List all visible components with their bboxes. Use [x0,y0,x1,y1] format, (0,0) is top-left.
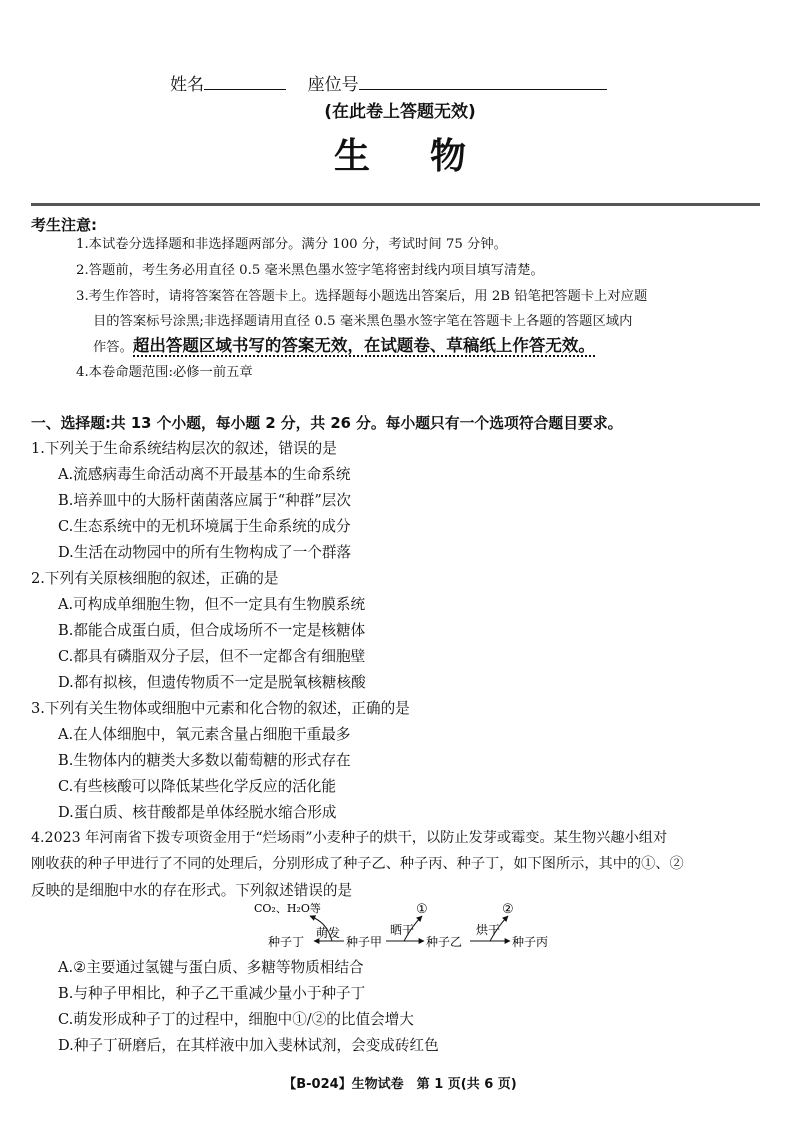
seed-process-diagram [240,900,580,952]
notice-item-3-cont: 目的答案标号涂黑;非选择题请用直径 0.5 毫米黑色墨水签字笔在答题卡上各题的答题区域内 [93,314,633,329]
question-4-option-a: A.②主要通过氢键与蛋白质、多糖等物质相结合 [58,959,364,976]
diagram-sprout-label: 萌发 [316,926,341,940]
diagram-seed-jia: 种子甲 [346,935,383,949]
question-1-option-c: C.生态系统中的无机环境属于生命系统的成分 [58,518,351,535]
question-3-stem: 3.下列有关生物体或细胞中元素和化合物的叙述，正确的是 [31,700,410,717]
notice-item-3-prefix: 作答。 [93,340,133,355]
invalid-note: (在此卷上答题无效) [324,102,476,122]
question-1-stem: 1.下列关于生命系统结构层次的叙述，错误的是 [31,440,337,457]
notice-item-3-last [93,333,595,361]
question-3-option-a: A.在人体细胞中，氧元素含量占细胞干重最多 [58,726,351,743]
question-4-stem-line-1: 4.2023 年河南省下拨专项资金用于“烂场雨”小麦种子的烘干，以防止发芽或霉变。某生物兴趣小组对 [31,830,668,846]
header-divider [31,203,760,206]
question-2-stem: 2.下列有关原核细胞的叙述，正确的是 [31,570,279,587]
diagram-co2-h2o: CO₂、H₂O等 [254,902,321,915]
question-4-stem-line-2: 刚收获的种子甲进行了不同的处理后，分别形成了种子乙、种子丙、种子丁，如下图所示，其中的①、② [31,856,684,872]
section-title: 一、选择题:共 13 个小题，每小题 2 分，共 26 分。每小题只有一个选项符合题目要求。 [31,415,623,432]
name-blank[interactable] [204,75,286,90]
diagram-seed-yi: 种子乙 [426,935,463,949]
question-3-option-d: D.蛋白质、核苷酸都是单体经脱水缩合形成 [58,804,337,821]
seat-label: 座位号 [307,75,359,95]
notice-item-3-emphasis: 超出答题区域书写的答案无效，在试题卷、草稿纸上作答无效。 [132,336,595,355]
notice-item-4: 4.本卷命题范围:必修一前五章 [76,365,253,380]
exam-header-fields [170,70,607,95]
notice-item-2: 2.答题前，考生务必用直径 0.5 毫米黑色墨水签字笔将密封线内项目填写清楚。 [76,263,544,278]
question-2-option-a: A.可构成单细胞生物，但不一定具有生物膜系统 [58,596,366,613]
question-1-option-d: D.生活在动物园中的所有生物构成了一个群落 [58,544,352,561]
name-label: 姓名 [170,75,204,95]
question-2-option-b: B.都能合成蛋白质，但合成场所不一定是核糖体 [58,622,366,639]
diagram-seed-ding: 种子丁 [268,935,305,949]
diagram-mark-1: ① [416,902,428,917]
page-footer: 【B-024】生物试卷 第 1 页(共 6 页) [283,1077,517,1092]
question-4-stem-line-3: 反映的是细胞中水的存在形式。下列叙述错误的是 [31,882,353,899]
diagram-mark-2: ② [502,902,514,917]
question-3-option-b: B.生物体内的糖类大多数以葡萄糖的形式存在 [58,752,351,769]
question-4-option-b: B.与种子甲相比，种子乙干重减少量小于种子丁 [58,985,366,1002]
question-1-option-b: B.培养皿中的大肠杆菌菌落应属于“种群”层次 [58,492,351,509]
diagram-seed-bing: 种子丙 [512,935,549,949]
notice-item-3: 3.考生作答时，请将答案答在答题卡上。选择题每小题选出答案后，用 2B 铅笔把答题卡上对应题 [76,289,648,304]
question-2-option-d: D.都有拟核，但遗传物质不一定是脱氧核糖核酸 [58,674,366,691]
question-3-option-c: C.有些核酸可以降低某些化学反应的活化能 [58,778,336,795]
seat-blank[interactable] [359,75,607,90]
notice-title: 考生注意: [31,216,97,234]
question-2-option-c: C.都具有磷脂双分子层，但不一定都含有细胞壁 [58,648,366,665]
diagram-bake-label: 烘干 [476,923,501,937]
question-4-option-c: C.萌发形成种子丁的过程中，细胞中①/②的比值会增大 [58,1011,414,1028]
question-1-option-a: A.流感病毒生命活动离不开最基本的生命系统 [58,466,351,483]
notice-item-1: 1.本试卷分选择题和非选择题两部分。满分 100 分，考试时间 75 分钟。 [76,237,507,252]
subject-title: 生物 [333,136,526,177]
diagram-sun-dry-label: 晒干 [390,923,415,937]
question-4-option-d: D.种子丁研磨后，在其样液中加入斐林试剂，会变成砖红色 [58,1037,439,1054]
